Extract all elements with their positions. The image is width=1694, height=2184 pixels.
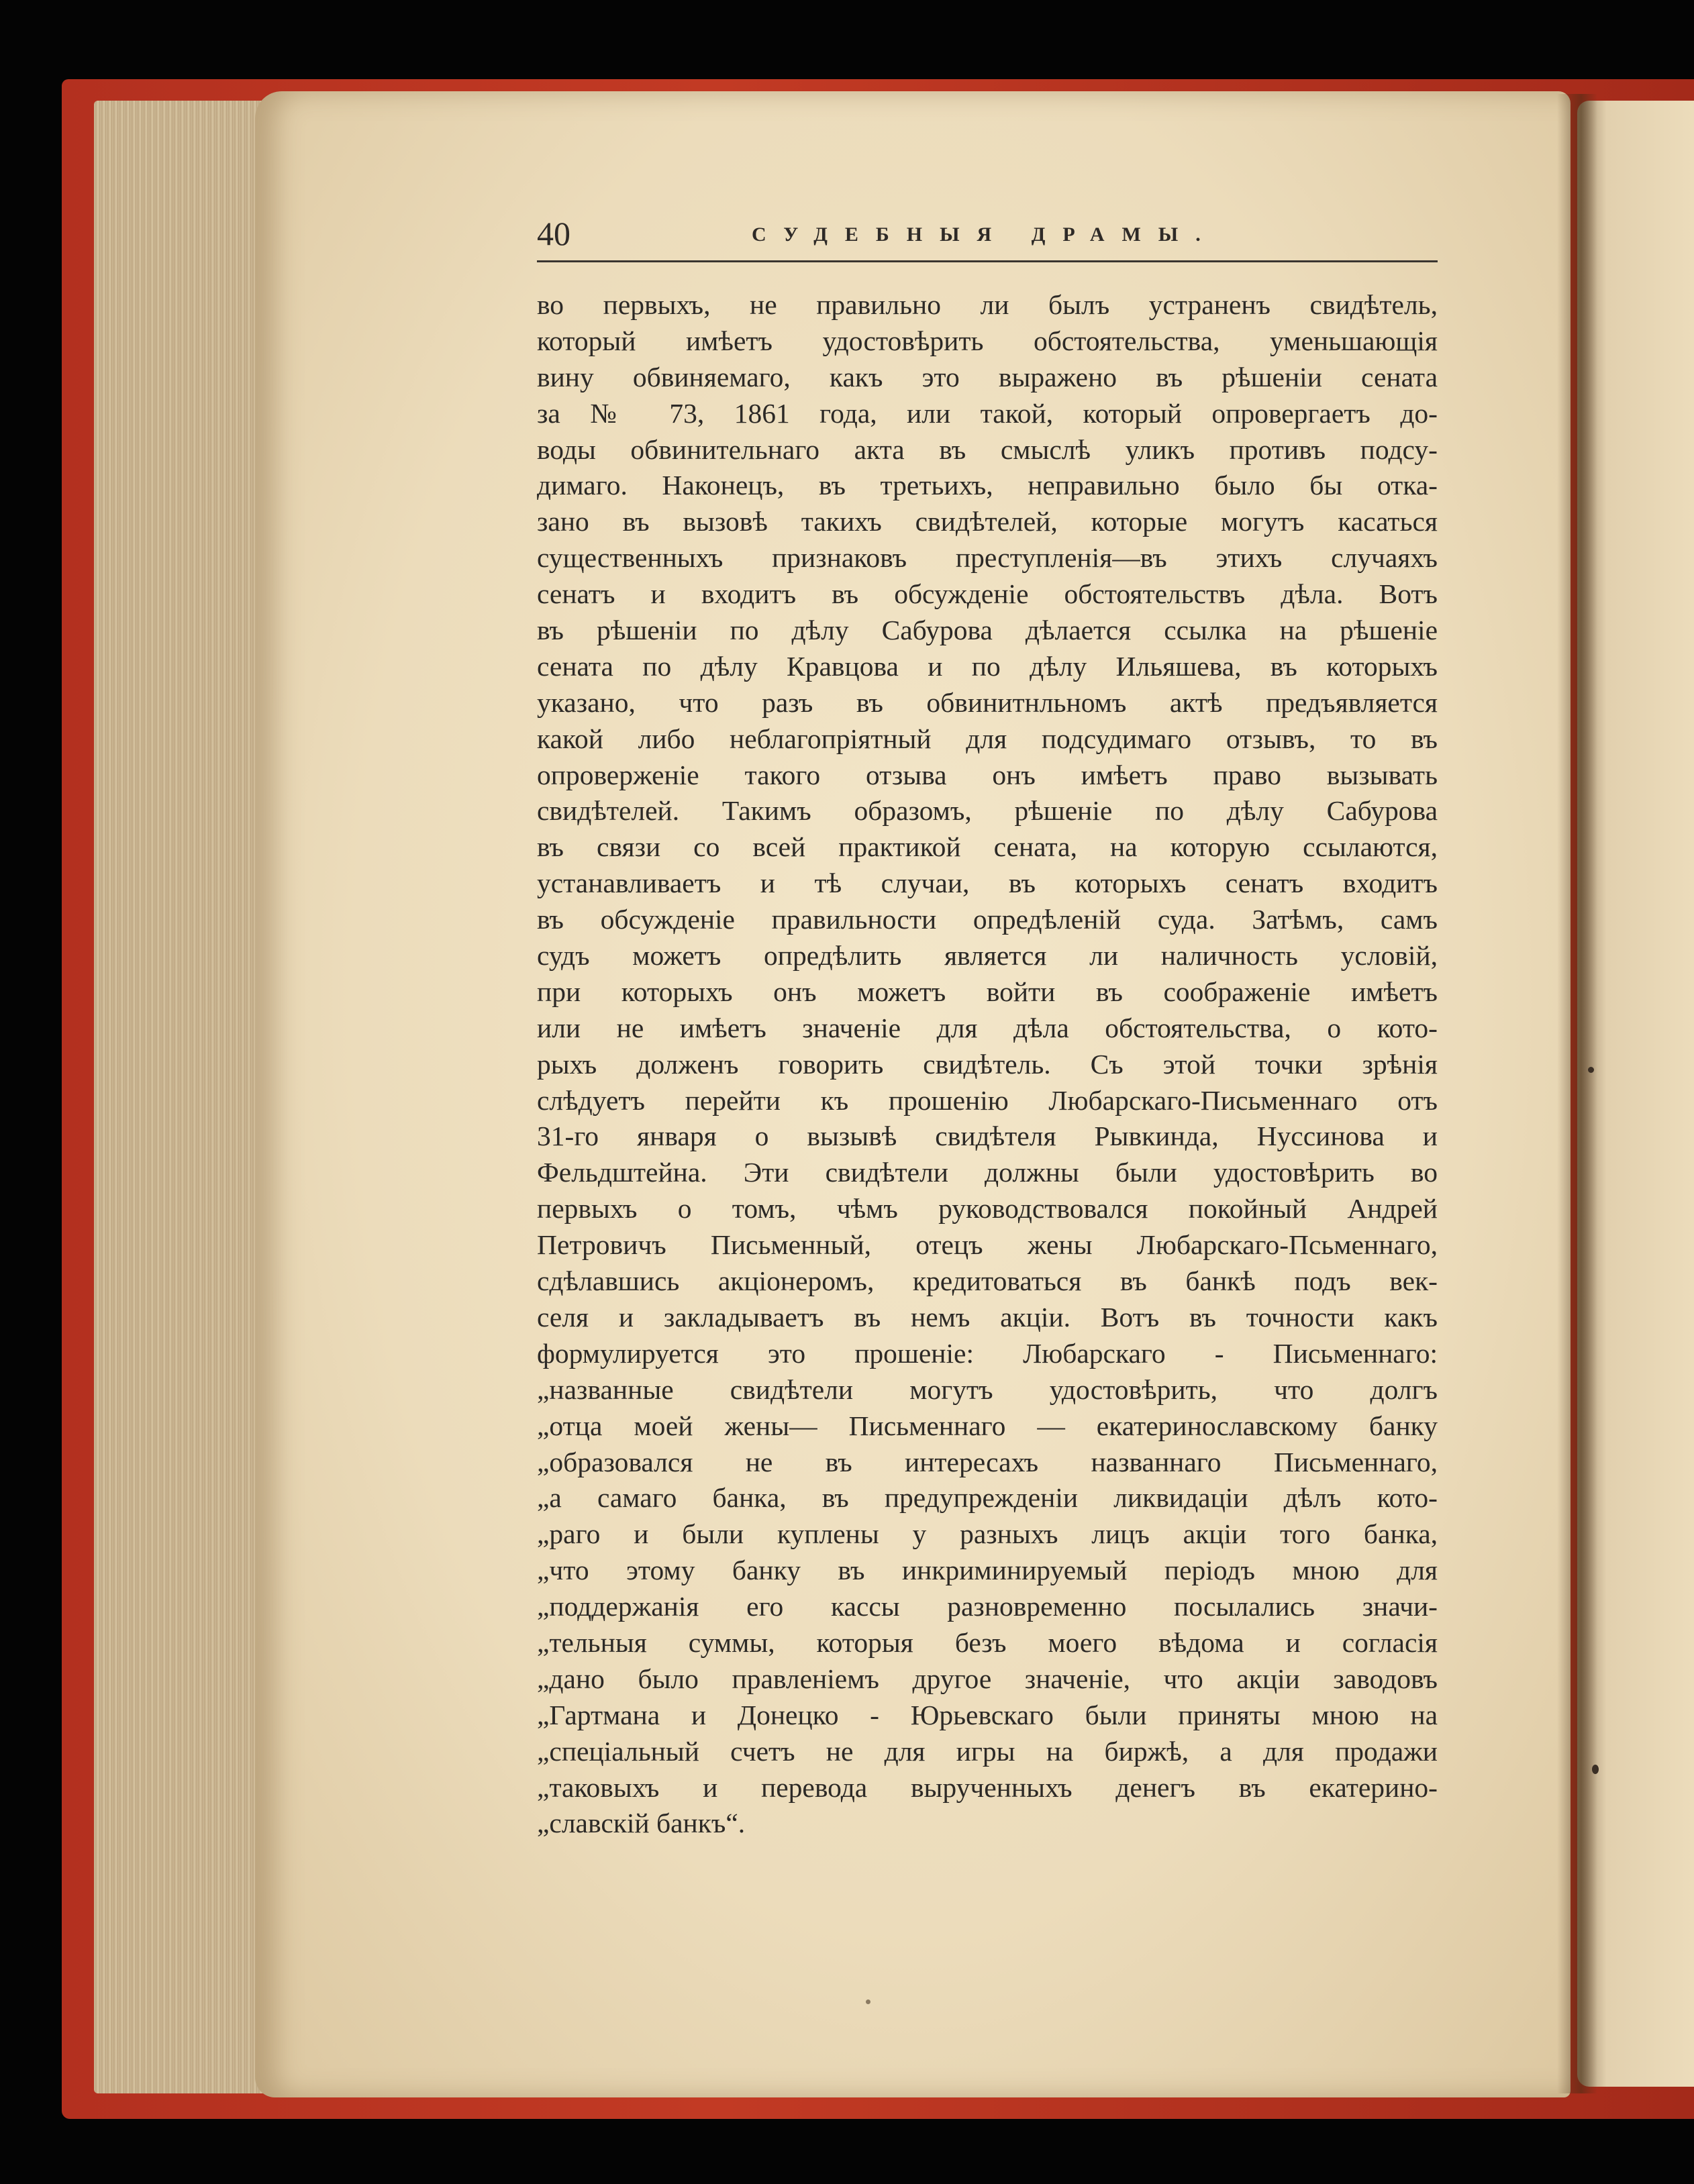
text-line: слѣдуетъ перейти къ прошенію Любарскаго-Письменнаго отъ	[537, 1084, 1438, 1116]
paper-speck	[1588, 1067, 1594, 1073]
running-head: СУДЕБНЫЯ ДРАМЫ.	[752, 223, 1218, 246]
text-line: какой либо неблагопріятный для подсудимаго отзывъ, то въ	[537, 723, 1438, 754]
body-text	[537, 287, 1438, 1842]
text-line: который имѣетъ удостовѣрить обстоятельства, уменьшающія	[537, 325, 1438, 356]
text-line: „образовался не въ интересахъ названнаго Письменнаго,	[537, 1446, 1438, 1477]
text-line: вину обвиняемаго, какъ это выражено въ рѣшеніи сената	[537, 361, 1438, 393]
text-line: „названные свидѣтели могутъ удостовѣрить, что долгъ	[537, 1373, 1438, 1405]
text-line: „а самаго банка, въ предупрежденіи ликвидаціи дѣлъ кото-	[537, 1482, 1438, 1514]
text-line: „таковыхъ и перевода вырученныхъ денегъ въ екатерино-	[537, 1771, 1438, 1803]
text-line: Фельдштейна. Эти свидѣтели должны были удостовѣрить во	[537, 1157, 1438, 1188]
text-line: во первыхъ, не правильно ли былъ устраненъ свидѣтель,	[537, 289, 1438, 320]
text-line: „отца моей жены— Письменнаго — екатеринославскому банку	[537, 1410, 1438, 1441]
text-line: судъ можетъ опредѣлить является ли наличность условій,	[537, 940, 1438, 972]
text-line: зано въ вызовѣ такихъ свидѣтелей, которые могутъ касаться	[537, 506, 1438, 537]
text-line: сдѣлавшись акціонеромъ, кредитоваться въ банкѣ подъ век-	[537, 1265, 1438, 1297]
text-line: первыхъ о томъ, чѣмъ руководствовался покойный Андрей	[537, 1193, 1438, 1225]
text-line: воды обвинительнаго акта въ смыслѣ уликъ противъ подсу-	[537, 433, 1438, 465]
text-line: въ рѣшеніи по дѣлу Сабурова дѣлается ссылка на рѣшеніе	[537, 615, 1438, 646]
text-line: селя и закладываетъ въ немъ акціи. Вотъ въ точности какъ	[537, 1301, 1438, 1333]
text-line: Петровичъ Письменный, отецъ жены Любарскаго-Псьменнаго,	[537, 1229, 1438, 1261]
text-line: за № 73, 1861 года, или такой, который опровергаетъ до-	[537, 397, 1438, 429]
page-gutter	[1557, 94, 1597, 2093]
text-line: „Гартмана и Донецко - Юрьевскаго были приняты мною на	[537, 1699, 1438, 1730]
text-line: „дано было правленіемъ другое значеніе, что акціи заводовъ	[537, 1663, 1438, 1694]
text-line: 31-го января о вызывѣ свидѣтеля Рывкинда, Нуссинова и	[537, 1121, 1438, 1152]
text-line: „что этому банку въ инкриминируемый періодъ мною для	[537, 1555, 1438, 1586]
text-line: димаго. Наконецъ, въ третьихъ, неправильно было бы отка-	[537, 470, 1438, 501]
text-line: при которыхъ онъ можетъ войти въ соображеніе имѣетъ	[537, 976, 1438, 1007]
paper-speck	[866, 1999, 870, 2004]
text-line: „тельныя суммы, которыя безъ моего вѣдома и согласія	[537, 1626, 1438, 1658]
text-line: устанавливаетъ и тѣ случаи, въ которыхъ сенатъ входитъ	[537, 868, 1438, 899]
paper-speck	[1592, 1765, 1599, 1774]
text-line: опроверженіе такого отзыва онъ имѣетъ право вызывать	[537, 759, 1438, 790]
page-header	[537, 213, 1438, 262]
text-line: въ связи со всей практикой сената, на которую ссылаются,	[537, 831, 1438, 863]
text-line: указано, что разъ въ обвинитнльномъ актѣ предъявляется	[537, 686, 1438, 718]
text-line: „славскій банкъ“.	[537, 1808, 746, 1839]
text-line: или не имѣетъ значеніе для дѣла обстоятельства, о кото-	[537, 1012, 1438, 1043]
text-line: свидѣтелей. Такимъ образомъ, рѣшеніе по дѣлу Сабурова	[537, 795, 1438, 827]
text-line: „раго и были куплены у разныхъ лицъ акціи того банка,	[537, 1518, 1438, 1550]
text-line: формулируется это прошеніе: Любарскаго - Письменнаго:	[537, 1337, 1438, 1369]
text-line: „спеціальный счетъ не для игры на биржѣ, а для продажи	[537, 1735, 1438, 1767]
text-line: рыхъ долженъ говорить свидѣтель. Съ этой точки зрѣнія	[537, 1048, 1438, 1080]
text-line: въ обсужденіе правильности опредѣленій суда. Затѣмъ, самъ	[537, 904, 1438, 935]
text-line: сената по дѣлу Кравцова и по дѣлу Ильяшева, въ которыхъ	[537, 650, 1438, 682]
text-line: сенатъ и входитъ въ обсужденіе обстоятельствъ дѣла. Вотъ	[537, 578, 1438, 610]
page-number: 40	[537, 215, 570, 252]
text-line: существенныхъ признаковъ преступленія—въ этихъ случаяхъ	[537, 542, 1438, 574]
text-line: „поддержанія его кассы разновременно посылались значи-	[537, 1591, 1438, 1622]
